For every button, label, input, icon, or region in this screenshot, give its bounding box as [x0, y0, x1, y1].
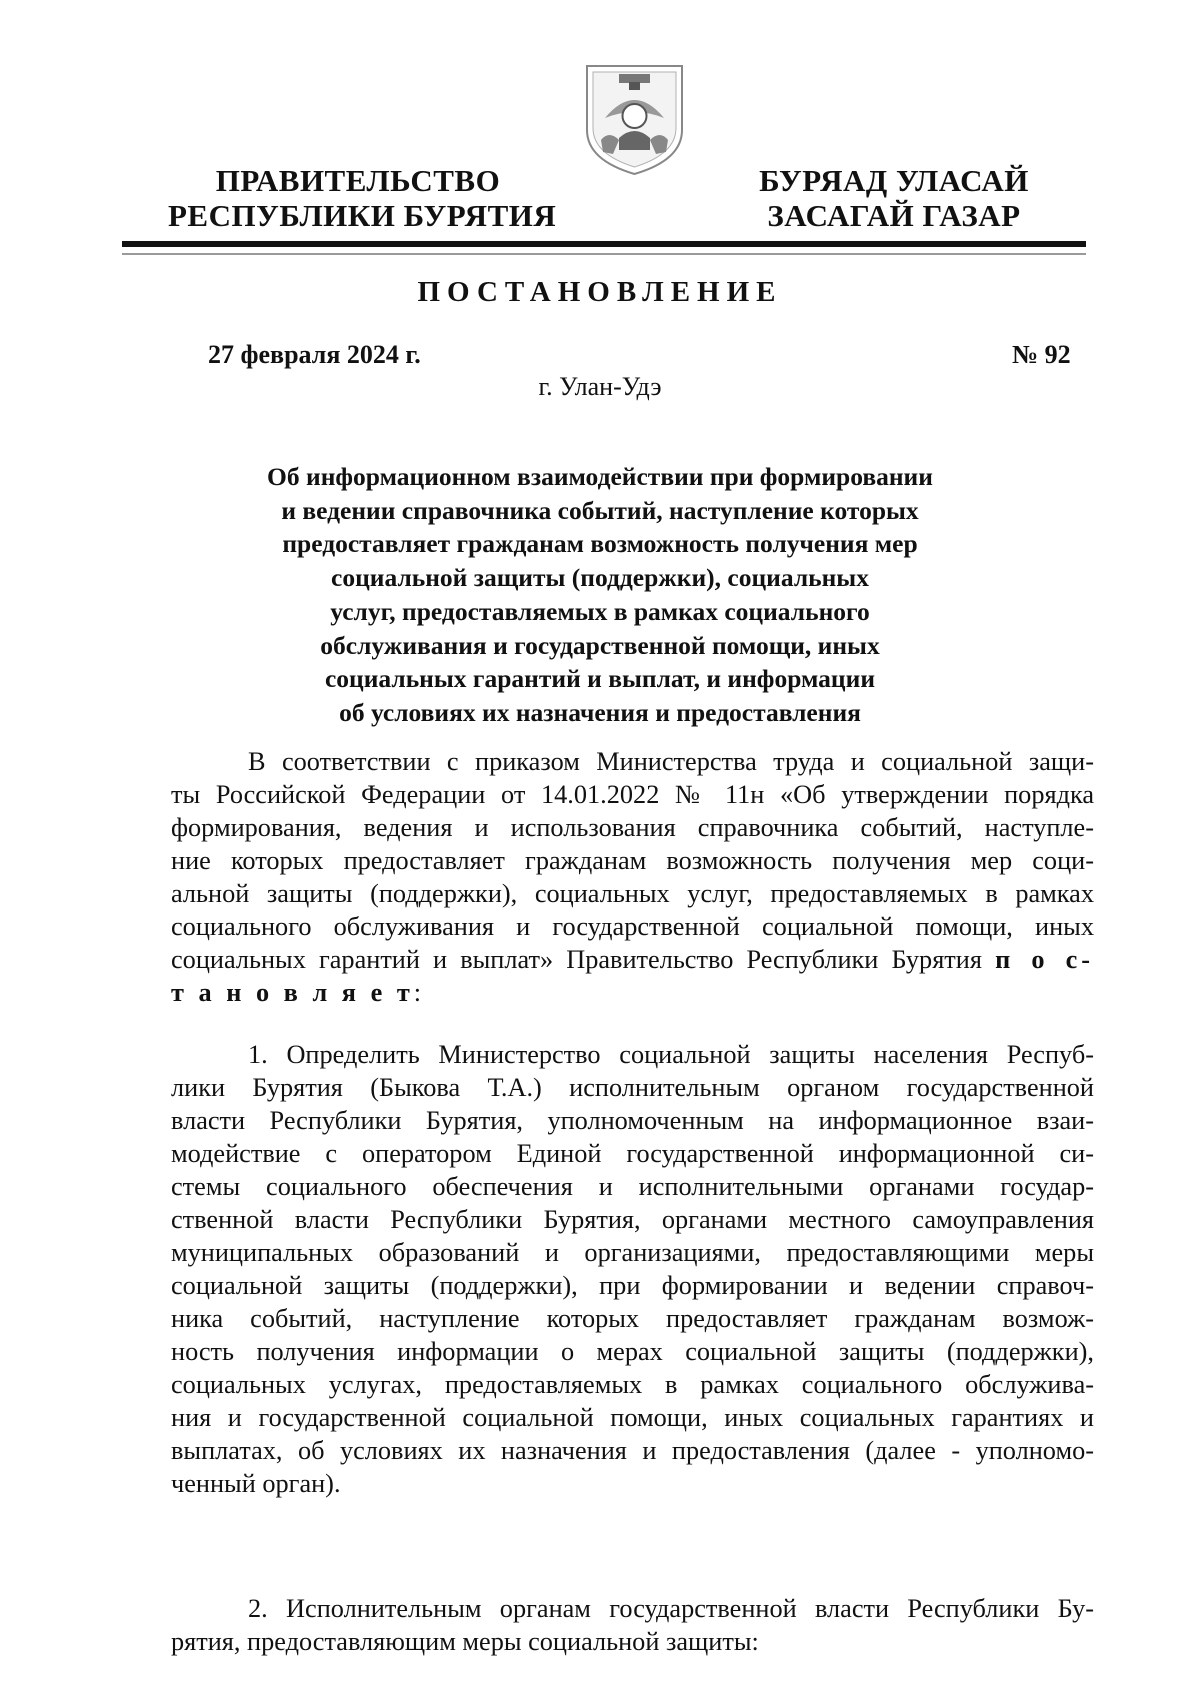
org-name-buryat	[754, 163, 1034, 233]
title-line: и ведении справочника событий, наступление которых	[281, 495, 919, 525]
text-line: альной защиты (поддержки), социальных услуг, предоставляемых в рамках	[171, 879, 1094, 908]
letterhead	[0, 60, 1200, 240]
document-date: 27 февраля 2024 г.	[208, 340, 421, 369]
title-line: социальных гарантий и выплат, и информации	[324, 664, 876, 694]
org-name-russian	[168, 163, 557, 233]
document-title	[200, 460, 1000, 730]
resolution-verb: п о с-	[995, 945, 1094, 974]
text-line: ченный орган).	[171, 1469, 341, 1498]
text-line: 1. Определить Министерство социальной защиты населения Респуб-	[248, 1040, 1094, 1069]
title-line: Об информационном взаимодействии при формировании	[267, 462, 933, 491]
preamble-paragraph	[171, 745, 1094, 1009]
document-city: г. Улан-Удэ	[538, 372, 662, 401]
title-line: предоставляет гражданам возможность получения мер	[282, 529, 918, 559]
resolution-verb: т а н о в л я е т	[171, 978, 414, 1007]
text-line: социального обслуживания и государственной социальной помощи, иных	[171, 912, 1094, 941]
text-line: ния и государственной социальной помощи, иных социальных гарантиях и	[171, 1403, 1094, 1432]
text-line: ность получения информации о мерах социальной защиты (поддержки),	[171, 1337, 1094, 1366]
text-line: стемы социального обеспечения и исполнительными органами государ-	[171, 1172, 1094, 1201]
text-line: ника событий, наступление которых предоставляет гражданам возмож-	[171, 1304, 1094, 1333]
text-line: 2. Исполнительным органам государственной власти Республики Бу-	[248, 1594, 1094, 1623]
item-2-paragraph	[171, 1592, 1094, 1658]
org-name-line: РЕСПУБЛИКИ БУРЯТИЯ	[168, 198, 557, 233]
title-line: социальной защиты (поддержки), социальных	[331, 563, 869, 593]
item-1-paragraph	[171, 1038, 1094, 1500]
org-name-line: ПРАВИТЕЛЬСТВО	[215, 163, 501, 198]
org-name-line: ЗАСАГАЙ ГАЗАР	[767, 198, 1021, 233]
title-line: обслуживания и государственной помощи, иных	[320, 630, 880, 660]
text-line: муниципальных образований и организациями, предоставляющими меры	[171, 1238, 1094, 1267]
text-line: власти Республики Бурятия, уполномоченным на информационное взаи-	[171, 1106, 1094, 1135]
text-line: ние которых предоставляет гражданам возможность получения мер соци-	[171, 846, 1094, 875]
coat-of-arms-icon	[583, 60, 686, 178]
text-line: рятия, предоставляющим меры социальной защиты:	[171, 1627, 759, 1656]
text-line: ственной власти Республики Бурятия, органами местного самоуправления	[171, 1205, 1094, 1234]
header-divider-thick	[122, 241, 1086, 247]
text-fragment: :	[413, 978, 422, 1007]
text-line: модействие с оператором Единой государственной информационной си-	[171, 1139, 1094, 1168]
text-line: ты Российской Федерации от 14.01.2022 № 11н «Об утверждении порядка	[171, 780, 1094, 809]
text-line	[171, 976, 1094, 1009]
title-line: услуг, предоставляемых в рамках социального	[330, 596, 870, 626]
org-name-line: БУРЯАД УЛАСАЙ	[759, 163, 1029, 198]
title-line: об условиях их назначения и предоставления	[339, 697, 861, 727]
text-line: формирования, ведения и использования справочника событий, наступле-	[171, 813, 1094, 842]
document-number: № 92	[1012, 340, 1071, 369]
document-type: ПОСТАНОВЛЕНИЕ	[417, 276, 783, 308]
text-line: лики Бурятия (Быкова Т.А.) исполнительным органом государственной	[171, 1073, 1094, 1102]
text-line: В соответствии с приказом Министерства труда и социальной защи-	[248, 747, 1094, 776]
text-fragment: социальных гарантий и выплат» Правительство Республики Бурятия	[171, 945, 982, 974]
text-line: социальных услугах, предоставляемых в рамках социального обслужива-	[171, 1370, 1094, 1399]
text-line: выплатах, об условиях их назначения и предоставления (далее - уполномо-	[171, 1436, 1094, 1465]
text-line	[171, 943, 1094, 976]
header-divider-thin	[122, 253, 1086, 255]
text-line: социальной защиты (поддержки), при формировании и ведении справоч-	[171, 1271, 1094, 1300]
